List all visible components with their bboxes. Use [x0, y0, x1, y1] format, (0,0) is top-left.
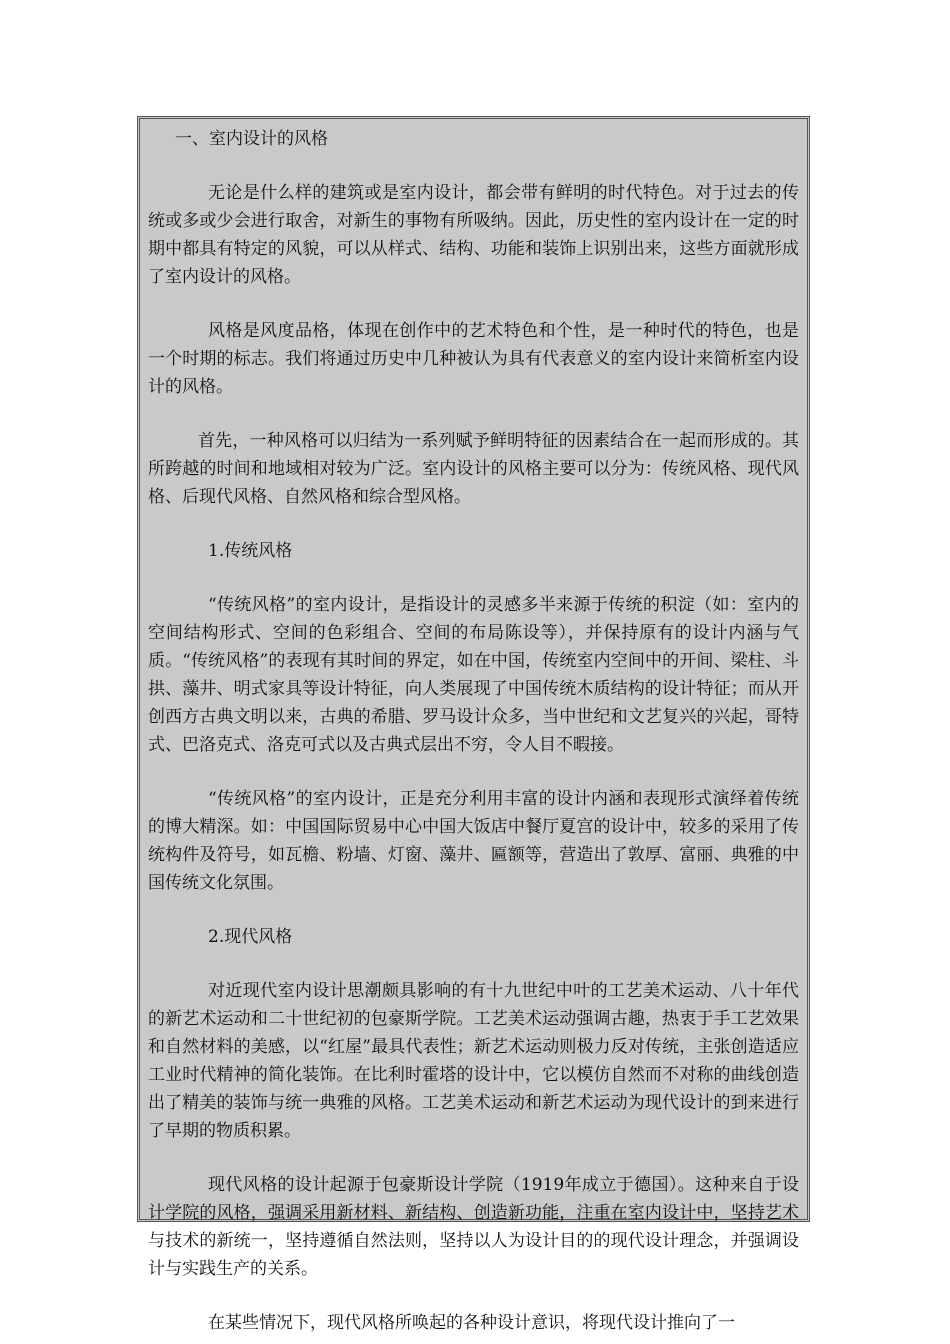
section-title: 一、室内设计的风格: [175, 129, 328, 149]
paragraph-7: 现代风格的设计起源于包豪斯设计学院（1919年成立于德国）。这种来自于设计学院的风格，强调采用新材料、新结构、创造新功能，注重在室内设计中，坚持艺术与技术的新统一，坚持遵循自然法则，坚持以人为设计目的的现代设计理念，并强调设计与实践生产的关系。: [148, 1175, 799, 1279]
document-body: [148, 119, 799, 1337]
paragraph-8: 在某些情况下，现代风格所唤起的各种设计意识，将现代设计推向了一: [208, 1313, 735, 1333]
paragraph-5: “传统风格”的室内设计，正是充分利用丰富的设计内涵和表现形式演绎着传统的博大精深。如：中国国际贸易中心中国大饭店中餐厅夏宫的设计中，较多的采用了传统构件及符号，如瓦檐、粉墙、灯窗、藻井、匾额等，营造出了敦厚、富丽、典雅的中国传统文化氛围。: [148, 789, 799, 893]
paragraph-2: 风格是风度品格，体现在创作中的艺术特色和个性，是一种时代的特色，也是一个时期的标志。我们将通过历史中几种被认为具有代表意义的室内设计来简析室内设计的风格。: [148, 321, 799, 397]
paragraph-3: 首先，一种风格可以归结为一系列赋予鲜明特征的因素结合在一起而形成的。其所跨越的时间和地域相对较为广泛。室内设计的风格主要可以分为：传统风格、现代风格、后现代风格、自然风格和综合型风格。: [148, 431, 799, 507]
subheading-modern: 2.现代风格: [208, 927, 293, 947]
subheading-traditional: 1.传统风格: [208, 541, 293, 561]
text-frame: [137, 116, 810, 1333]
paragraph-6: 对近现代室内设计思潮颇具影响的有十九世纪中叶的工艺美术运动、八十年代的新艺术运动和二十世纪初的包豪斯学院。工艺美术运动强调古趣，热衷于手工艺效果和自然材料的美感，以“红屋”最具代表性；新艺术运动则极力反对传统，主张创造适应工业时代精神的简化装饰。在比利时霍塔的设计中，它以模仿自然而不对称的曲线创造出了精美的装饰与统一典雅的风格。工艺美术运动和新艺术运动为现代设计的到来进行了早期的物质积累。: [148, 981, 799, 1141]
paragraph-1: 无论是什么样的建筑或是室内设计，都会带有鲜明的时代特色。对于过去的传统或多或少会进行取舍，对新生的事物有所吸纳。因此，历史性的室内设计在一定的时期中都具有特定的风貌，可以从样式、结构、功能和装饰上识别出来，这些方面就形成了室内设计的风格。: [148, 183, 799, 287]
paragraph-4: “传统风格”的室内设计，是指设计的灵感多半来源于传统的积淀（如：室内的空间结构形式、空间的色彩组合、空间的布局陈设等），并保持原有的设计内涵与气质。“传统风格”的表现有其时间的界定，如在中国，传统室内空间中的开间、梁柱、斗拱、藻井、明式家具等设计特征，向人类展现了中国传统木质结构的设计特征；而从开创西方古典文明以来，古典的希腊、罗马设计众多，当中世纪和文艺复兴的兴起，哥特式、巴洛克式、洛克可式以及古典式层出不穷，令人目不暇接。: [148, 595, 799, 755]
